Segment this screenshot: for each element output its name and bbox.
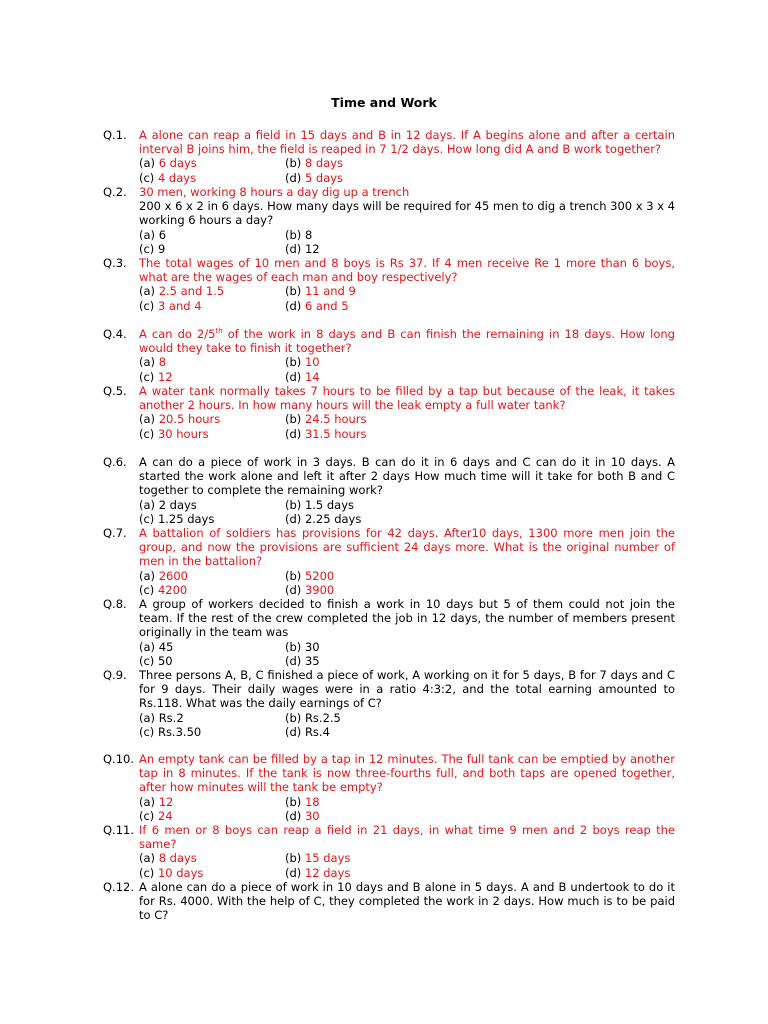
options (139, 284, 675, 312)
option-b: (b) 10 (285, 355, 320, 370)
options (139, 795, 675, 823)
question-11 (103, 823, 675, 880)
option-d: (d) 12 (285, 241, 320, 256)
option-c: (c) 24 (139, 808, 173, 823)
options (139, 412, 675, 440)
question-text: An empty tank can be filled by a tap in 12 minutes. The full tank can be emptied by another tap in 8 minutes. If the tank is now three-fourths full, and both taps are opened together, after how minutes will the tank be empty? (139, 752, 675, 795)
question-text: A group of workers decided to finish a work in 10 days but 5 of them could not join the team. If the rest of the crew completed the job in 12 days, the number of members present originally in the team was (139, 597, 675, 640)
options (139, 569, 675, 597)
question-text: The total wages of 10 men and 8 boys is Rs 37. If 4 men receive Re 1 more than 6 boys, what are the wages of each man and boy respectively? (139, 256, 675, 285)
options (139, 851, 675, 879)
option-a: (a) 45 (139, 639, 174, 654)
option-a: (a) 6 (139, 227, 167, 242)
option-b: (b) 30 (285, 639, 320, 654)
question-1 (103, 128, 675, 185)
option-c: (c) 1.25 days (139, 511, 215, 526)
options (139, 640, 675, 668)
question-number: Q.4. (103, 327, 127, 341)
question-4 (103, 327, 675, 384)
option-d: (d) 3900 (285, 582, 335, 597)
option-b: (b) 15 days (285, 851, 351, 866)
option-d: (d) 2.25 days (285, 511, 362, 526)
option-b: (b) 8 (285, 227, 313, 242)
question-text: A battalion of soldiers has provisions for 42 days. After10 days, 1300 more men join the group, and now the provisions are sufficient 24 days more. What is the original number of men in the battalion? (139, 526, 675, 569)
option-d: (d) Rs.4 (285, 724, 330, 739)
option-a: (a) 6 days (139, 156, 197, 171)
question-text: 200 x 6 x 2 in 6 days. How many days will be required for 45 men to dig a trench 300 x 3 x 4 working 6 hours a day? (139, 199, 675, 228)
question-number: Q.1. (103, 128, 127, 142)
options (139, 711, 675, 739)
option-c: (c) 4200 (139, 582, 188, 597)
option-c: (c) 30 hours (139, 426, 209, 441)
option-c: (c) 50 (139, 653, 173, 668)
option-a: (a) 8 days (139, 851, 197, 866)
question-number: Q.7. (103, 526, 127, 540)
option-b: (b) 18 (285, 794, 320, 809)
question-number: Q.2. (103, 185, 127, 199)
question-number: Q.11. (103, 823, 134, 837)
question-10 (103, 752, 675, 823)
question-7 (103, 526, 675, 597)
question-8 (103, 597, 675, 668)
question-number: Q.5. (103, 384, 127, 398)
option-b: (b) Rs.2.5 (285, 710, 341, 725)
options (139, 156, 675, 184)
option-a: (a) 8 (139, 355, 167, 370)
option-d: (d) 31.5 hours (285, 426, 367, 441)
option-a: (a) Rs.2 (139, 710, 184, 725)
question-number: Q.6. (103, 455, 127, 469)
option-d: (d) 12 days (285, 865, 351, 880)
question-9 (103, 668, 675, 739)
question-text: A alone can reap a field in 15 days and B in 12 days. If A begins alone and after a certain interval B joins him, the field is reaped in 7 1/2 days. How long did A and B work together? (139, 128, 675, 157)
option-d: (d) 6 and 5 (285, 298, 349, 313)
question-text: A can do 2/5th of the work in 8 days and B can finish the remaining in 18 days. How long would they take to finish it together? (139, 327, 675, 356)
option-d: (d) 14 (285, 369, 320, 384)
option-b: (b) 24.5 hours (285, 412, 367, 427)
question-text: A water tank normally takes 7 hours to be filled by a tap but because of the leak, it takes another 2 hours. In how many hours will the leak empty a full water tank? (139, 384, 675, 413)
question-text-red: 30 men, working 8 hours a day dig up a trench (139, 185, 410, 199)
option-d: (d) 30 (285, 808, 320, 823)
question-2 (103, 185, 675, 256)
question-text: If 6 men or 8 boys can reap a field in 21 days, in what time 9 men and 2 boys reap the same? (139, 823, 675, 852)
option-c: (c) 4 days (139, 170, 197, 185)
options (139, 228, 675, 256)
question-number: Q.9. (103, 668, 127, 682)
option-a: (a) 20.5 hours (139, 412, 221, 427)
option-b: (b) 11 and 9 (285, 284, 356, 299)
option-c: (c) 3 and 4 (139, 298, 202, 313)
question-number: Q.3. (103, 256, 127, 270)
question-number: Q.12. (103, 880, 134, 894)
option-a: (a) 2.5 and 1.5 (139, 284, 225, 299)
option-c: (c) 9 (139, 241, 166, 256)
option-a: (a) 2 days (139, 497, 197, 512)
question-text: Three persons A, B, C finished a piece of work, A working on it for 5 days, B for 7 days and C for 9 days. Their daily wages were in a ratio 4:3:2, and the total earning amounted to Rs.118. What was the daily earnings of C? (139, 668, 675, 711)
question-number: Q.10. (103, 752, 134, 766)
option-a: (a) 2600 (139, 568, 188, 583)
option-b: (b) 1.5 days (285, 497, 355, 512)
option-c: (c) 10 days (139, 865, 204, 880)
question-text: A alone can do a piece of work in 10 days and B alone in 5 days. A and B undertook to do it for Rs. 4000. With the help of C, they completed the work in 2 days. How much is to be paid to C? (139, 880, 675, 923)
option-c: (c) Rs.3.50 (139, 724, 202, 739)
question-12 (103, 880, 675, 923)
options (139, 355, 675, 383)
question-6 (103, 455, 675, 526)
options (139, 498, 675, 526)
option-d: (d) 35 (285, 653, 320, 668)
question-text: A can do a piece of work in 3 days. B can do it in 6 days and C can do it in 10 days. A started the work alone and left it after 2 days How much time will it take for both B and C together to complete the remaining work? (139, 455, 675, 498)
option-c: (c) 12 (139, 369, 173, 384)
question-5 (103, 384, 675, 441)
question-3 (103, 256, 675, 313)
option-a: (a) 12 (139, 794, 174, 809)
option-b: (b) 8 days (285, 156, 344, 171)
question-number: Q.8. (103, 597, 127, 611)
option-d: (d) 5 days (285, 170, 344, 185)
page-title: Time and Work (331, 95, 437, 110)
option-b: (b) 5200 (285, 568, 335, 583)
